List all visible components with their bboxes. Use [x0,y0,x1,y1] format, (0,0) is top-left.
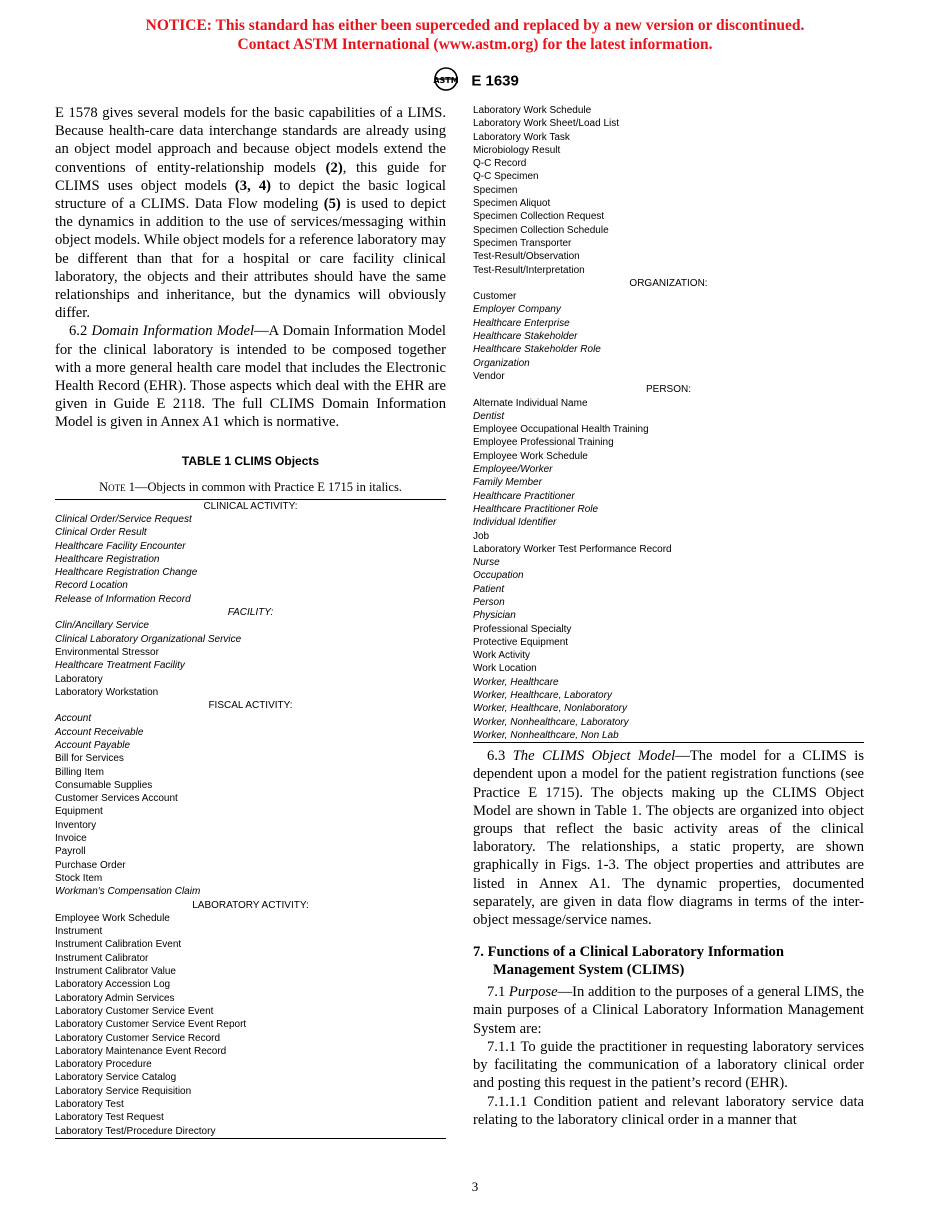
table-object-item: Q-C Record [473,158,527,170]
paragraph-7-1-1: 7.1.1 To guide the practitioner in requesting laboratory services by facilitating the communication of a laboratory clinical order and posting this request in the patient’s record (EHR). [473,1038,864,1092]
table-object-item: Laboratory [55,673,103,685]
table-object-item: Specimen [473,184,518,196]
table-object-item: Clinical Order/Service Request [55,513,192,525]
table-group-heading: PERSON: [645,384,691,396]
table-object-item: Protective Equipment [473,636,569,648]
table-object-item: Stock Item [55,872,103,884]
standard-designation: E 1639 [471,72,519,90]
table-object-item: Employee Occupational Health Training [473,424,649,436]
table-object-item: Laboratory Customer Service Record [55,1032,221,1044]
table-object-item: Laboratory Service Requisition [55,1085,192,1097]
table-object-item: Workman's Compensation Claim [55,886,201,898]
table-title: TABLE 1 CLIMS Objects [181,453,320,468]
table-object-item: Laboratory Admin Services [55,992,175,1004]
table-object-item: Specimen Aliquot [473,198,551,210]
table-object-item: Laboratory Test/Procedure Directory [55,1125,216,1137]
table-object-item: Test-Result/Interpretation [473,264,585,276]
table-object-item: Record Location [55,580,128,592]
table-object-item: Clin/Ancillary Service [55,620,149,632]
table-object-item: Laboratory Accession Log [55,979,171,991]
section-7-heading: 7. Functions of a Clinical Laboratory Information Management System (CLIMS) [473,944,784,979]
table-object-item: Laboratory Customer Service Event Report [55,1019,247,1031]
table-object-item: Nurse [473,557,500,569]
table-object-item: Healthcare Registration [55,553,160,565]
paragraph-models: E 1578 gives several models for the basic capabilities of a LIMS. Because health-care data interchange standards are already using an object model approach and because object models extend the conventions of entity-relationship models (2), this guide for CLIMS uses object models (3, 4) to depict the basic logical structure of a CLIMS. Data Flow modeling (5) is used to depict the dynamics in addition to the use of services/messaging within object models. While object models for a reference laboratory may be different than that for a hospital or care facility clinical laboratory, the objects and their attributes should have the same relationships and inheritance, but the dynamics will obviously differ. [55,105,446,322]
table-object-item: Account [55,713,92,725]
document-header [0,66,950,96]
table-group-heading: CLINICAL ACTIVITY: [203,500,298,512]
table-object-item: Test-Result/Observation [473,251,580,263]
table-bottom-rule-right [473,742,864,743]
table-object-item: Invoice [55,833,87,845]
table-object-item: Healthcare Treatment Facility [55,660,185,672]
table-object-item: Work Location [473,663,537,675]
table-object-item: Environmental Stressor [55,646,159,658]
right-column [473,104,864,1129]
table-object-item: Organization [473,357,530,369]
table-object-item: Account Payable [55,740,131,751]
table-object-item: Occupation [473,570,524,582]
table-group-heading: FACILITY: [227,607,274,619]
table-object-item: Employee Work Schedule [55,912,170,924]
table-object-item: Employee Work Schedule [473,450,588,462]
table-object-item: Specimen Collection Request [473,211,605,223]
table-bottom-rule-left [55,1138,446,1139]
table-object-item: Account Receivable [55,726,144,738]
table-object-item: Laboratory Customer Service Event [55,1005,214,1017]
table-right-list [473,104,864,742]
table-object-item: Inventory [55,819,97,831]
table-object-item: Vendor [473,370,505,382]
table-object-item: Physician [473,610,516,622]
table-object-item: Release of Information Record [55,593,191,605]
table-object-item: Healthcare Practitioner Role [473,503,599,515]
table-group-heading: ORGANIZATION: [629,277,708,289]
paragraph-7-1: 7.1 Purpose—In addition to the purposes of a general LIMS, the main purposes of a Clinical Laboratory Information Management System are: [473,984,865,1037]
table-object-item: Job [473,530,490,542]
table-object-item: Employee Professional Training [473,437,614,449]
svg-text:ASTM: ASTM [433,76,459,85]
table-object-item: Instrument Calibrator [55,952,149,964]
table-object-item: Consumable Supplies [55,779,153,791]
table-object-item: Instrument Calibration Event [55,939,182,951]
table-object-item: Healthcare Facility Encounter [55,540,186,552]
table-object-item: Employer Company [473,304,561,316]
table-object-item: Laboratory Work Schedule [473,105,592,116]
notice-line-2: Contact ASTM International (www.astm.org) for the latest information. [237,36,713,53]
table-object-item: Alternate Individual Name [473,397,588,409]
table-object-item: Specimen Collection Schedule [473,224,609,236]
table-object-item: Laboratory Maintenance Event Record [55,1045,227,1057]
paragraph-7-1-1-1: 7.1.1.1 Condition patient and relevant laboratory service data relating to the laboratory clinical order in a manner that [473,1093,864,1128]
table-object-item: Work Activity [473,650,531,662]
table-object-item: Purchase Order [55,859,126,871]
paragraph-6-2: 6.2 Domain Information Model—A Domain Information Model for the clinical laboratory is intended to be composed together with a more general health care model that includes the Electronic Health Record (EHR). Those aspects which deal with the EHR are given in Guide E 2118. The full CLIMS Domain Information Model is given in Annex A1 which is normative. [55,323,446,431]
table-object-item: Instrument Calibrator Value [55,966,176,978]
table-object-item: Customer Services Account [55,793,178,805]
table-object-item: Laboratory Procedure [55,1059,152,1071]
table-object-item: Worker, Healthcare, Nonlaboratory [473,703,627,715]
table-group-heading: FISCAL ACTIVITY: [208,700,293,712]
table-object-item: Laboratory Test Request [55,1112,164,1124]
table-object-item: Worker, Nonhealthcare, Non Lab [473,729,619,741]
table-object-item: Worker, Healthcare [473,676,559,688]
table-object-item: Healthcare Registration Change [55,567,198,579]
notice-line-1: NOTICE: This standard has either been superceded and replaced by a new version or discontinued. [145,17,805,34]
table-object-item: Laboratory Work Task [473,131,570,143]
astm-logo-icon [431,66,461,96]
table-object-item: Equipment [55,806,103,818]
table-object-item: Laboratory Workstation [55,686,159,698]
table-object-item: Billing Item [55,766,104,778]
table-object-item: Professional Specialty [473,623,572,635]
table-object-item: Clinical Laboratory Organizational Service [55,633,242,645]
table-object-item: Employee/Worker [473,464,553,476]
table-object-item: Worker, Healthcare, Laboratory [473,690,612,702]
table-object-item: Laboratory Work Sheet/Load List [473,118,620,130]
table-left-list [55,500,446,1138]
table-object-item: Dentist [473,410,505,422]
table-object-item: Q-C Specimen [473,171,539,183]
table-object-item: Healthcare Stakeholder Role [473,344,601,356]
table-note: Note 1—Objects in common with Practice E 1715 in italics. [99,479,402,494]
table-object-item: Customer [473,291,517,303]
table-object-item: Clinical Order Result [55,527,147,539]
table-object-item: Instrument [55,926,103,938]
left-column [55,104,446,1139]
table-group-heading: LABORATORY ACTIVITY: [192,899,309,911]
table-object-item: Specimen Transporter [473,237,572,249]
table-object-item: Individual Identifier [473,517,557,529]
table-object-item: Laboratory Test [55,1099,124,1111]
table-object-item: Microbiology Result [473,144,561,156]
table-object-item: Healthcare Practitioner [473,490,575,502]
page-number: 3 [471,1179,479,1194]
table-object-item: Person [473,596,505,608]
table-object-item: Bill for Services [55,753,124,765]
table-object-item: Patient [473,583,505,595]
table-object-item: Payroll [55,846,86,858]
table-object-item: Laboratory Service Catalog [55,1072,177,1084]
table-object-item: Family Member [473,477,542,489]
table-object-item: Healthcare Enterprise [473,317,570,329]
paragraph-6-3: 6.3 The CLIMS Object Model—The model for a CLIMS is dependent upon a model for the patient registration functions (see Practice E 1715). The objects making up the CLIMS Object Model are shown in Table 1. The objects are organized into object groups that reflect the basic activity areas of the clinical laboratory. The relationships, a static property, are shown graphically in Figs. 1-3. The object properties and attributes are listed in Annex A1. The dynamic properties, documented separately, are given in data flow diagrams in terms of the inter-object message/service names. [473,748,864,929]
table-object-item: Healthcare Stakeholder [473,331,578,343]
table-object-item: Worker, Nonhealthcare, Laboratory [473,716,629,728]
table-object-item: Laboratory Worker Test Performance Record [473,543,672,555]
